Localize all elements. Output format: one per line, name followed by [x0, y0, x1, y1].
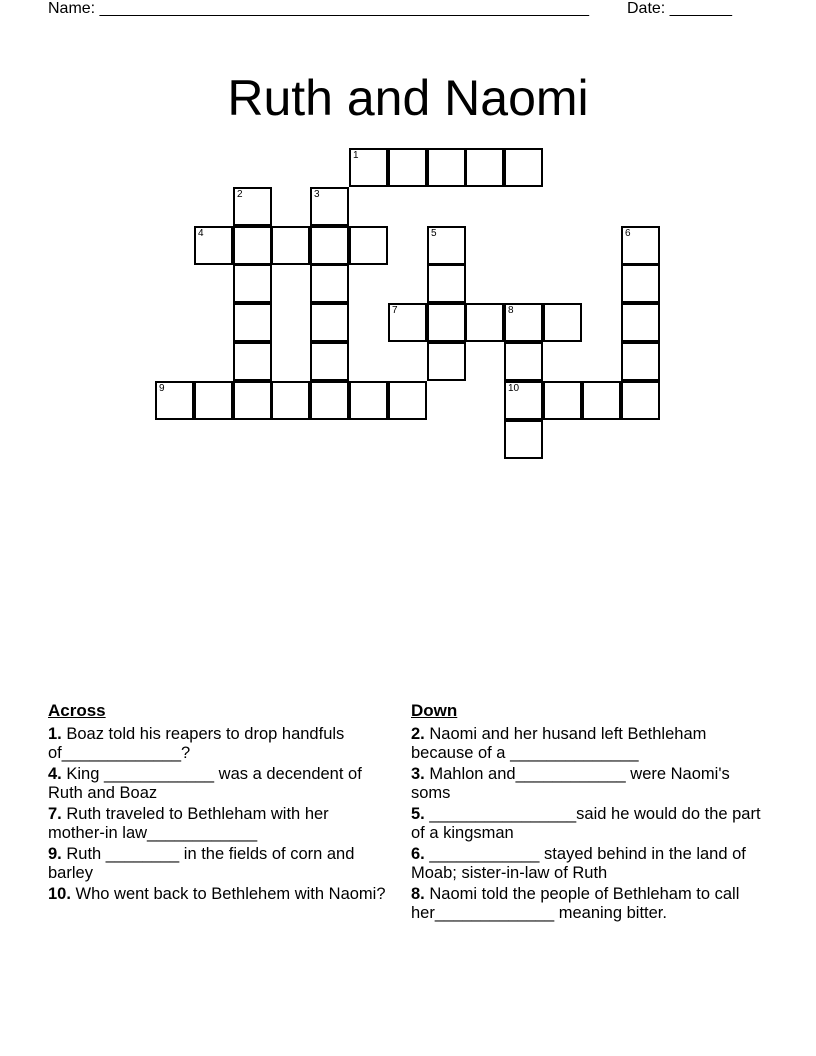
clue-text: ________________said he would do the part of a kingsman [411, 805, 761, 842]
grid-cell[interactable] [388, 303, 427, 342]
grid-cell[interactable] [427, 264, 466, 303]
clue-number-label: 7 [392, 305, 398, 316]
grid-cell[interactable] [582, 381, 621, 420]
across-clue [48, 885, 388, 904]
grid-cell[interactable] [621, 303, 660, 342]
clue-text: Who went back to Bethlehem with Naomi? [75, 885, 386, 903]
grid-cell[interactable] [233, 187, 272, 226]
grid-cell[interactable] [504, 420, 543, 459]
grid-cell[interactable] [233, 226, 272, 265]
name-field[interactable]: Name: _______________________________________________________ [48, 0, 589, 17]
grid-cell[interactable] [194, 226, 233, 265]
clue-number-label: 9 [159, 383, 165, 394]
grid-cell[interactable] [388, 148, 427, 187]
grid-cell[interactable] [504, 381, 543, 420]
clue-text: Mahlon and____________ were Naomi's soms [411, 765, 730, 802]
across-clue [48, 805, 388, 843]
clue-number: 1. [48, 725, 62, 743]
clue-text: Naomi and her husand left Bethleham because of a ______________ [411, 725, 707, 762]
crossword-grid [0, 0, 816, 470]
across-heading: Across [48, 701, 106, 720]
grid-cell[interactable] [621, 226, 660, 265]
grid-cell[interactable] [349, 381, 388, 420]
grid-cell[interactable] [194, 381, 233, 420]
across-clue [48, 845, 388, 883]
across-clue [48, 725, 388, 763]
clue-number: 4. [48, 765, 62, 783]
clue-number-label: 5 [431, 228, 437, 239]
grid-cell[interactable] [621, 381, 660, 420]
clue-number-label: 3 [314, 189, 320, 200]
down-clue [411, 845, 771, 883]
grid-cell[interactable] [621, 342, 660, 381]
grid-cell[interactable] [543, 303, 582, 342]
clue-number-label: 10 [508, 383, 520, 394]
grid-cell[interactable] [349, 226, 388, 265]
clue-text: King ____________ was a decendent of Ruth and Boaz [48, 765, 362, 802]
grid-cell[interactable] [310, 303, 349, 342]
down-clues [411, 700, 771, 925]
grid-cell[interactable] [310, 264, 349, 303]
clue-number: 9. [48, 845, 62, 863]
down-clue [411, 725, 771, 763]
grid-cell[interactable] [427, 303, 466, 342]
down-heading: Down [411, 701, 458, 720]
down-clue [411, 885, 771, 923]
clue-number-label: 1 [353, 150, 359, 161]
grid-cell[interactable] [233, 264, 272, 303]
grid-cell[interactable] [310, 187, 349, 226]
grid-cell[interactable] [349, 148, 388, 187]
clue-number: 6. [411, 845, 425, 863]
grid-cell[interactable] [233, 381, 272, 420]
grid-cell[interactable] [543, 381, 582, 420]
clue-text: Ruth ________ in the fields of corn and barley [48, 845, 355, 882]
clue-number: 2. [411, 725, 425, 743]
grid-cell[interactable] [155, 381, 194, 420]
grid-cell[interactable] [310, 342, 349, 381]
down-clue [411, 805, 771, 843]
clue-number: 5. [411, 805, 425, 823]
grid-cell[interactable] [233, 342, 272, 381]
clue-number-label: 4 [198, 228, 204, 239]
grid-cell[interactable] [271, 381, 310, 420]
grid-cell[interactable] [504, 303, 543, 342]
clue-text: ____________ stayed behind in the land of Moab; sister-in-law of Ruth [411, 845, 746, 882]
clue-text: Boaz told his reapers to drop handfuls of_____________? [48, 725, 345, 762]
down-clue [411, 765, 771, 803]
clue-number: 7. [48, 805, 62, 823]
clue-number-label: 6 [625, 228, 631, 239]
clue-text: Naomi told the people of Bethleham to call her_____________ meaning bitter. [411, 885, 740, 922]
clue-number-label: 8 [508, 305, 514, 316]
grid-cell[interactable] [271, 226, 310, 265]
grid-cell[interactable] [504, 342, 543, 381]
grid-cell[interactable] [233, 303, 272, 342]
grid-cell[interactable] [504, 148, 543, 187]
grid-cell[interactable] [465, 303, 504, 342]
date-field[interactable]: Date: _______ [627, 0, 732, 17]
clue-number: 8. [411, 885, 425, 903]
grid-cell[interactable] [388, 381, 427, 420]
page-title: Ruth and Naomi [227, 69, 589, 126]
clue-number: 3. [411, 765, 425, 783]
grid-cell[interactable] [310, 381, 349, 420]
clue-number: 10. [48, 885, 71, 903]
grid-cell[interactable] [427, 342, 466, 381]
across-clues [48, 700, 388, 906]
grid-cell[interactable] [465, 148, 504, 187]
grid-cell[interactable] [427, 148, 466, 187]
clue-number-label: 2 [237, 189, 243, 200]
grid-cell[interactable] [621, 264, 660, 303]
grid-cell[interactable] [427, 226, 466, 265]
across-clue [48, 765, 388, 803]
grid-cell[interactable] [310, 226, 349, 265]
clue-text: Ruth traveled to Bethleham with her mother-in law____________ [48, 805, 329, 842]
